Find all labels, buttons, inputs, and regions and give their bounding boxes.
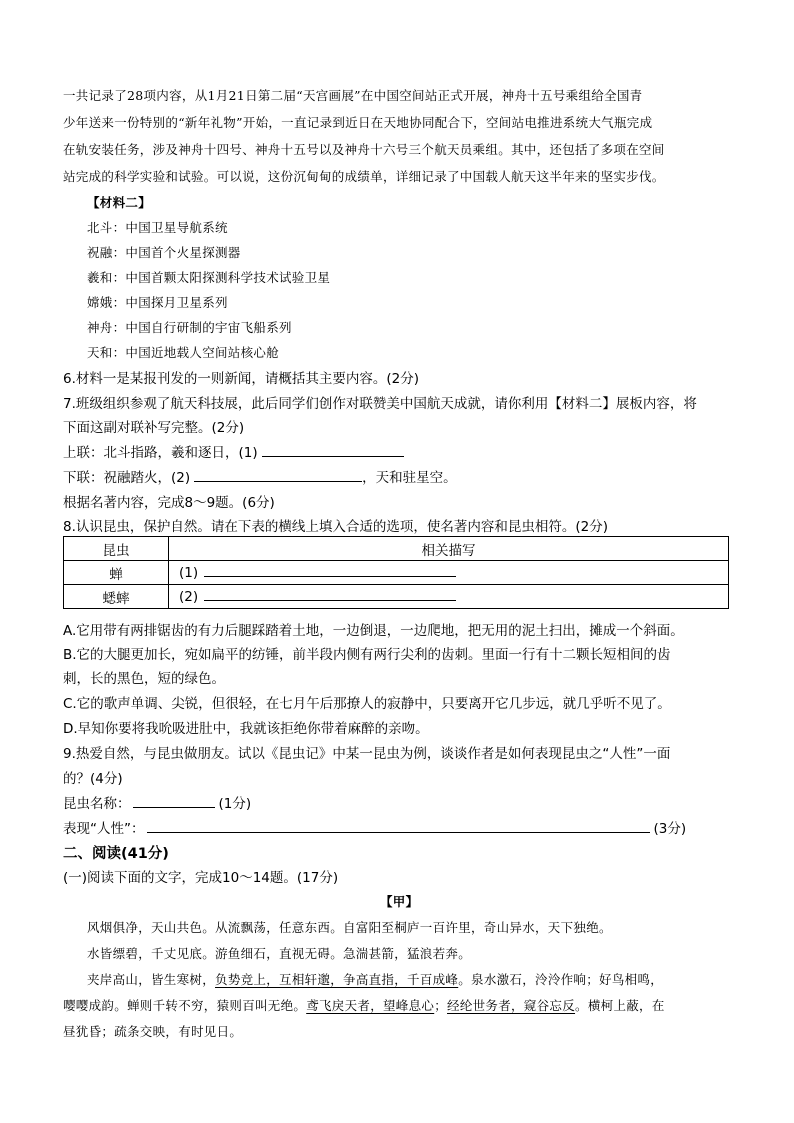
insect-cell: 蝉 [64, 561, 169, 585]
insect-table [63, 536, 729, 609]
humanity-row [63, 817, 686, 837]
insect-name-blank[interactable] [133, 795, 215, 808]
books-intro: 根据名著内容，完成8～9题。(6分) [63, 495, 275, 511]
question-7-line1: 7.班级组织参观了航天科技展，此后同学们创作对联赞美中国航天成就，请你利用【材料二】展板内容，将 [63, 396, 697, 412]
option-b-continued: 刺，长的黑色，短的绿色。 [63, 671, 225, 687]
passage-text: ； [434, 998, 448, 1013]
question-6: 6.材料一是某报刊发的一则新闻，请概括其主要内容。(2分) [63, 371, 420, 387]
underlined-phrase: 鸢飞戾天者，望峰息心 [306, 998, 435, 1013]
material2-item: 神舟：中国自行研制的宇宙飞船系列 [87, 320, 292, 335]
couplet-lower-suffix: ，天和驻星空。 [362, 470, 457, 486]
material2-item: 嫦娥：中国探月卫星系列 [87, 295, 228, 310]
option-a: A.它用带有两排锯齿的有力后腿踩踏着土地，一边倒退，一边爬地，把无用的泥土扫出，摊成一个斜面。 [63, 623, 684, 639]
table-header-insect: 昆虫 [64, 537, 169, 561]
blank-number: (2) [179, 589, 199, 605]
couplet-lower [63, 466, 457, 486]
underlined-phrase: 负势竞上，互相轩邈，争高直指，千百成峰 [215, 972, 459, 987]
insect-name-label: 昆虫名称： [63, 796, 131, 812]
passage-jia-title: 【甲】 [380, 894, 419, 909]
couplet-lower-prefix: 下联：祝融踏火，(2) [63, 470, 191, 486]
insect-name-row [63, 792, 251, 812]
passage-line: 水皆缥碧，千丈见底。游鱼细石，直视无碍。急湍甚箭，猛浪若奔。 [87, 946, 472, 961]
passage-text: 嘤嘤成韵。蝉则千转不穷，猿则百叫无绝。 [63, 998, 307, 1013]
material2-item: 天和：中国近地载人空间站核心舱 [87, 345, 280, 360]
answer-blank-1[interactable] [262, 444, 404, 457]
question-8: 8.认识昆虫，保护自然。请在下表的横线上填入合适的选项，使名著内容和昆虫相符。(2分) [63, 519, 609, 535]
passage-line [63, 996, 665, 1014]
section-2-title: 二、阅读(41分) [63, 846, 169, 862]
couplet-upper [63, 441, 404, 461]
passage-line [87, 970, 663, 988]
passage-text: 。横柯上蔽，在 [575, 998, 665, 1013]
table-header-description: 相关描写 [169, 537, 729, 561]
description-cell [169, 561, 729, 585]
question-9-line2: 的？(4分) [63, 771, 123, 787]
news-line-4: 站完成的科学实验和试验。可以说，这份沉甸甸的成绩单，详细记录了中国载人航天这半年来的坚实步伐。 [63, 169, 665, 184]
option-b: B.它的大腿更加长，宛如扁平的纺锤，前半段内侧有两行尖利的齿刺。里面一行有十二颗长短相间的齿 [63, 647, 671, 663]
answer-blank-2[interactable] [194, 469, 362, 482]
description-cell [169, 585, 729, 609]
blank-number: (1) [179, 565, 199, 581]
material2-item: 羲和：中国首颗太阳探测科学技术试验卫星 [87, 270, 331, 285]
insect-cell: 蟋蟀 [64, 585, 169, 609]
material2-heading: 【材料二】 [87, 195, 152, 210]
humanity-label: 表现“人性”： [63, 821, 145, 837]
table-row [64, 561, 729, 585]
news-line-3: 在轨安装任务，涉及神舟十四号、神舟十五号以及神舟十六号三个航天员乘组。其中，还包括了多项在空间 [63, 142, 665, 157]
option-d: D.早知你要将我吮吸进肚中，我就该拒绝你带着麻醉的亲吻。 [63, 721, 429, 737]
table-answer-blank-2[interactable] [204, 588, 456, 601]
insect-name-score: (1分) [218, 796, 252, 812]
section-2-sub: (一)阅读下面的文字，完成10～14题。(17分) [63, 870, 339, 886]
couplet-upper-text: 上联：北斗指路，羲和逐日，(1) [63, 445, 258, 461]
passage-text: 。泉水激石，泠泠作响；好鸟相鸣， [458, 972, 664, 987]
underlined-phrase: 经纶世务者，窥谷忘反 [447, 998, 576, 1013]
option-c: C.它的歌声单调、尖锐，但很轻，在七月午后那撩人的寂静中，只要离开它几步远，就几乎听不见了。 [63, 696, 671, 712]
question-9-line1: 9.热爱自然，与昆虫做朋友。试以《昆虫记》中某一昆虫为例，谈谈作者是如何表现昆虫之“人性”一面 [63, 746, 671, 762]
table-answer-blank-1[interactable] [204, 564, 456, 577]
table-header-row [64, 537, 729, 561]
material2-item: 祝融：中国首个火星探测器 [87, 245, 241, 260]
news-line-1: 一共记录了28项内容，从1月21日第二届“天宫画展”在中国空间站正式开展，神舟十五号乘组给全国青 [63, 88, 643, 103]
passage-line: 风烟俱净，天山共色。从流飘荡，任意东西。自富阳至桐庐一百许里，奇山异水，天下独绝。 [87, 920, 612, 935]
humanity-score: (3分) [653, 821, 687, 837]
table-row [64, 585, 729, 609]
humanity-blank[interactable] [147, 820, 650, 833]
material2-item: 北斗：中国卫星导航系统 [87, 220, 228, 235]
question-7-line2: 下面这副对联补写完整。(2分) [63, 420, 245, 436]
passage-text: 夹岸高山，皆生寒树， [87, 972, 216, 987]
passage-line: 昼犹昏；疏条交映，有时见日。 [63, 1024, 243, 1039]
news-line-2: 少年送来一份特别的“新年礼物”开始，一直记录到近日在天地协同配合下，空间站电推进系统大气瓶完成 [63, 115, 653, 130]
